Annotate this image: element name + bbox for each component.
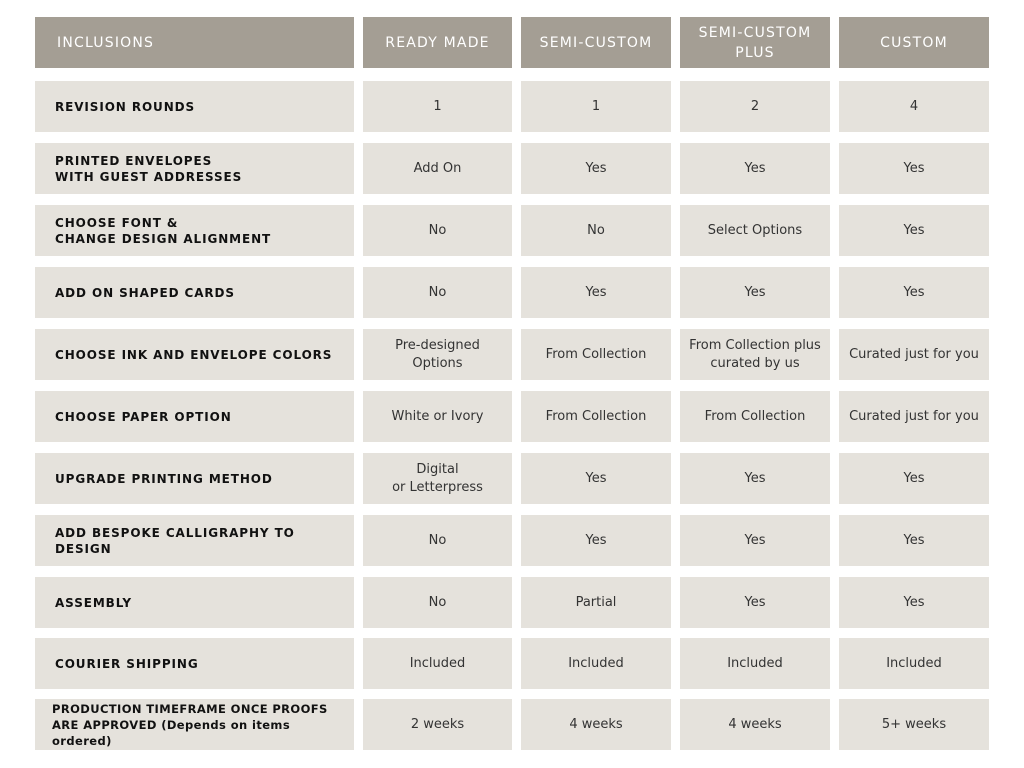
- row-label-printed-envelopes: PRINTED ENVELOPES WITH GUEST ADDRESSES: [35, 143, 354, 194]
- cell-custom: Yes: [839, 515, 989, 566]
- cell-custom: Curated just for you: [839, 329, 989, 380]
- cell-semi-custom: 4 weeks: [521, 699, 671, 750]
- row-label-paper-option: CHOOSE PAPER OPTION: [35, 391, 354, 442]
- cell-ready-made: Add On: [363, 143, 512, 194]
- cell-custom: Yes: [839, 143, 989, 194]
- header-ready-made: READY MADE: [363, 17, 512, 68]
- row-label-printing-method: UPGRADE PRINTING METHOD: [35, 453, 354, 504]
- cell-semi-custom: Yes: [521, 515, 671, 566]
- cell-semi-custom-plus: 4 weeks: [680, 699, 830, 750]
- cell-ready-made: Digital or Letterpress: [363, 453, 512, 504]
- cell-custom: Yes: [839, 577, 989, 628]
- header-custom: CUSTOM: [839, 17, 989, 68]
- cell-semi-custom-plus: 2: [680, 81, 830, 132]
- row-label-choose-font: CHOOSE FONT & CHANGE DESIGN ALIGNMENT: [35, 205, 354, 256]
- cell-semi-custom-plus: Included: [680, 638, 830, 689]
- cell-ready-made: White or Ivory: [363, 391, 512, 442]
- cell-semi-custom: Yes: [521, 267, 671, 318]
- row-label-bespoke-calligraphy: ADD BESPOKE CALLIGRAPHY TO DESIGN: [35, 515, 354, 566]
- cell-semi-custom: From Collection: [521, 391, 671, 442]
- cell-semi-custom-plus: Yes: [680, 515, 830, 566]
- row-label-ink-envelope-colors: CHOOSE INK AND ENVELOPE COLORS: [35, 329, 354, 380]
- cell-custom: Curated just for you: [839, 391, 989, 442]
- cell-semi-custom-plus: From Collection: [680, 391, 830, 442]
- row-label-courier-shipping: COURIER SHIPPING: [35, 638, 354, 689]
- cell-ready-made: Included: [363, 638, 512, 689]
- cell-custom: 5+ weeks: [839, 699, 989, 750]
- header-inclusions: INCLUSIONS: [35, 17, 354, 68]
- cell-custom: Included: [839, 638, 989, 689]
- cell-semi-custom-plus: Yes: [680, 577, 830, 628]
- cell-semi-custom-plus: From Collection plus curated by us: [680, 329, 830, 380]
- cell-ready-made: 2 weeks: [363, 699, 512, 750]
- row-label-assembly: ASSEMBLY: [35, 577, 354, 628]
- cell-semi-custom: Included: [521, 638, 671, 689]
- cell-custom: Yes: [839, 205, 989, 256]
- cell-semi-custom: Partial: [521, 577, 671, 628]
- cell-semi-custom: Yes: [521, 453, 671, 504]
- row-label-revision-rounds: REVISION ROUNDS: [35, 81, 354, 132]
- cell-semi-custom: Yes: [521, 143, 671, 194]
- cell-semi-custom: 1: [521, 81, 671, 132]
- cell-ready-made: 1: [363, 81, 512, 132]
- cell-semi-custom: No: [521, 205, 671, 256]
- cell-custom: Yes: [839, 267, 989, 318]
- cell-semi-custom-plus: Select Options: [680, 205, 830, 256]
- cell-ready-made: No: [363, 267, 512, 318]
- cell-ready-made: No: [363, 577, 512, 628]
- cell-ready-made: No: [363, 205, 512, 256]
- cell-ready-made: No: [363, 515, 512, 566]
- cell-custom: 4: [839, 81, 989, 132]
- cell-semi-custom-plus: Yes: [680, 143, 830, 194]
- cell-semi-custom: From Collection: [521, 329, 671, 380]
- cell-ready-made: Pre-designed Options: [363, 329, 512, 380]
- row-label-shaped-cards: ADD ON SHAPED CARDS: [35, 267, 354, 318]
- cell-semi-custom-plus: Yes: [680, 453, 830, 504]
- row-label-production-timeframe: PRODUCTION TIMEFRAME ONCE PROOFS ARE APPROVED (Depends on items ordered): [35, 699, 354, 750]
- cell-semi-custom-plus: Yes: [680, 267, 830, 318]
- header-semi-custom-plus: SEMI-CUSTOM PLUS: [680, 17, 830, 68]
- header-semi-custom: SEMI-CUSTOM: [521, 17, 671, 68]
- cell-custom: Yes: [839, 453, 989, 504]
